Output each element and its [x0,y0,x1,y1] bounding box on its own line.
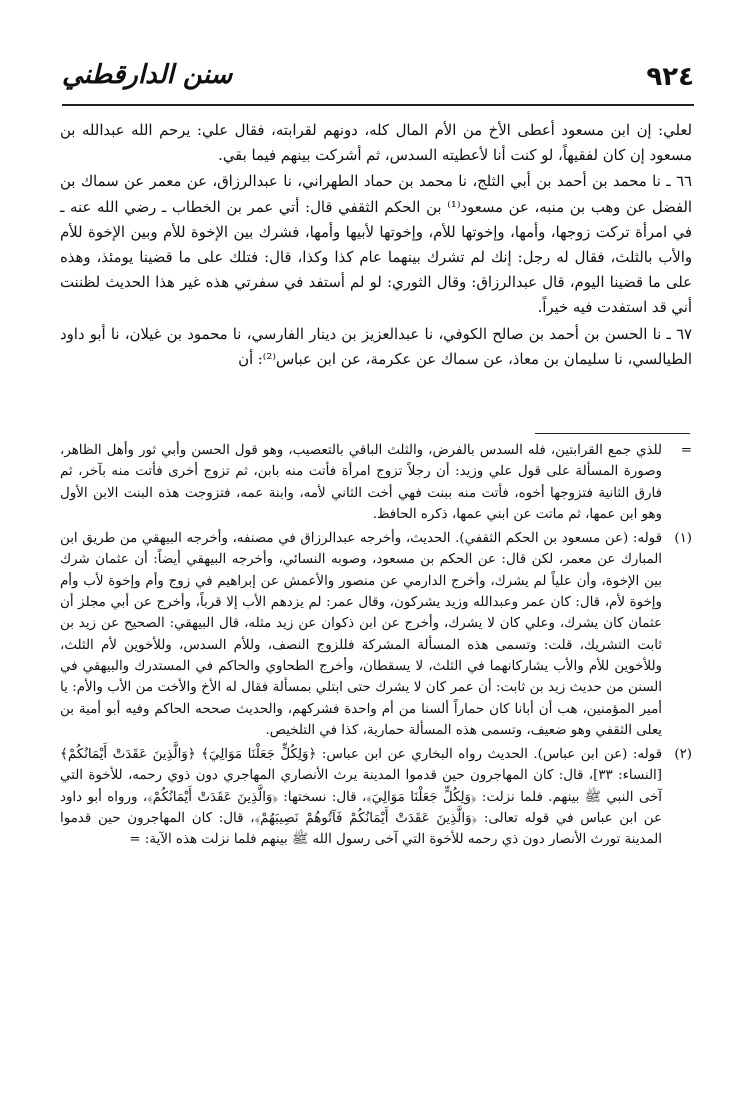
footnotes [60,440,692,854]
hadith-67: ٦٧ ـ نا الحسن بن أحمد بن صالح الكوفي، نا عبدالعزيز بن دينار الفارسي، نا محمود بن غيلان، نا أبو داود الطيالسي، نا سليمان بن معاذ، عن سماك عن عكرمة، عن ابن عباس⁽²⁾: أن [60,325,692,368]
paragraph-continuation: لعلي: إن ابن مسعود أعطى الأخ من الأم المال كله، دونهم لقرابته، فقال علي: يرحم الله عبدالله بن مسعود إن كان لفقيهاً، لو كنت أنا لأعطيته السدس، ثم أشركت بينهم فيما بقي. [60,122,692,165]
footnote-marker: = [680,443,692,458]
main-text [60,118,692,373]
footnote-text: قوله: (عن مسعود بن الحكم الثقفي). الحديث، وأخرجه عبدالرزاق في مصنفه، وأخرجه البيهقي من طريق ابن المبارك عن معمر، لكن قال: عن الحكم بن مسعود، وصوبه النسائي، وأخرجه البيهقي أيضاً: أن عثمان شرك بين الإخوة، وأن علياً لم يشرك، وأخرج الدارمي عن منصور والأعمش عن إبراهيم في زوج وأم وإخوة لأب وأم وإخوة لأم، قال: كان عمر وعبدالله وزيد يشركون، وقال عمر: لم يزدهم الأب إلا قرباً، وأخرج عن أبي مجلز أن عثمان كان يشرك، وعلي كان لا يشرك، وأخرج عن ابن ذكوان عن زيد مثله، قال البيهقي: الصحيح عن زيد بن ثابت التشريك، قلت: وتسمى هذه المسألة المشركة فللزوج النصف، وللأم السدس، وللأخوين لأم الثلث، وللأخوين للأم والأب يشاركانهما في الثلث، لا يسقطان، وأخرج الطحاوي والحاكم في المستدرك والبيهقي في السنن من حديث زيد بن ثابت: أن عمر كان لا يشرك حتى ابتلي بمسألة فقال له الأخ والأخت من الأب والأم: يا أمير المؤمنين، هب أن أبانا كان حماراً ألسنا من أم واحدة فشركهم، والحديث صححه الحاكم وفيه أبو أمية بن يعلى الثقفي وهو ضعيف، وتسمى هذه المسألة حمارية، كذا في التلخيص. [60,531,662,738]
hadith-66: ٦٦ ـ نا محمد بن أحمد بن أبي الثلج، نا محمد بن حماد الطهراني، نا عبدالرزاق، عن معمر عن سماك بن الفضل عن وهب بن منبه، عن مسعود⁽¹⁾ بن الحكم الثقفي قال: أتي عمر بن الخطاب ـ رضي الله عنه ـ في امرأة تركت زوجها، وأمها، وإخوتها للأم، وإخوتها لأبيها وأمها، فشرك بين الإخوة للأم وبين الإخوة للأم والأب بالثلث، فقال له رجل: إنك لم تشرك بينهما عام كذا وكذا، قال: فتلك على ما قضينا يومئذ، وهذه على ما قضينا اليوم، قال عبدالرزاق: وقال الثوري: لو لم أستفد في سفرتي هذه غير هذا الحديث لظننت أني قد استفدت فيه خيراً. [60,173,692,317]
footnote-marker: (١) [674,531,692,547]
page-header [62,58,694,106]
footnote-marker: (٢) [674,747,692,763]
running-title: سنن الدارقطني [62,60,233,90]
footnote-separator [535,433,690,434]
footnote-continued [60,440,692,525]
footnote-text: للذي جمع القرابتين، فله السدس بالفرض، والثلث الباقي بالتعصيب، وهو قول الحسن وأبي ثور وأهل الظاهر، وصورة المسألة على قول علي وزيد: أن رجلاً تزوج امرأة فأتت منه بابن، ثم تزوج أخرى فأتت منه بآخر، ثم فارق الثانية فتزوجها أخوه، فأتت منه ببنت فهي أخت الثاني لأمه، وابنة عمه، فتزوجت هذه البنت الابن الأول وهو ابن عمها، ثم ماتت عن ابني عمها، ذكره الحافظ. [60,443,662,522]
footnote-2 [60,744,692,850]
footnote-1 [60,528,692,741]
footnote-text: قوله: (عن ابن عباس). الحديث رواه البخاري عن ابن عباس: ﴿وَلِكُلٍّ جَعَلْنَا مَوَالِيَ﴾ ﴿وَالَّذِينَ عَقَدَتْ أَيْمَانُكُمْ﴾ [النساء: ٣٣]، قال: كان المهاجرون حين قدموا المدينة يرث الأنصاري المهاجري دون ذوي رحمه، للأخوة التي آخى النبي ﷺ بينهم. فلما نزلت: ﴿وَلِكُلٍّ جَعَلْنَا مَوَالِيَ﴾، قال: نسختها: ﴿وَالَّذِينَ عَقَدَتْ أَيْمَانُكُمْ﴾، ورواه أبو داود عن ابن عباس في قوله تعالى: ﴿وَالَّذِينَ عَقَدَتْ أَيْمَانُكُمْ فَآتُوهُمْ نَصِيبَهُمْ﴾، قال: كان المهاجرون حين قدموا المدينة تورث الأنصار دون ذي رحمه للأخوة التي آخى رسول الله ﷺ بينهم فلما نزلت هذه الآية: = [60,747,663,848]
page-number: ٩٢٤ [646,62,694,92]
